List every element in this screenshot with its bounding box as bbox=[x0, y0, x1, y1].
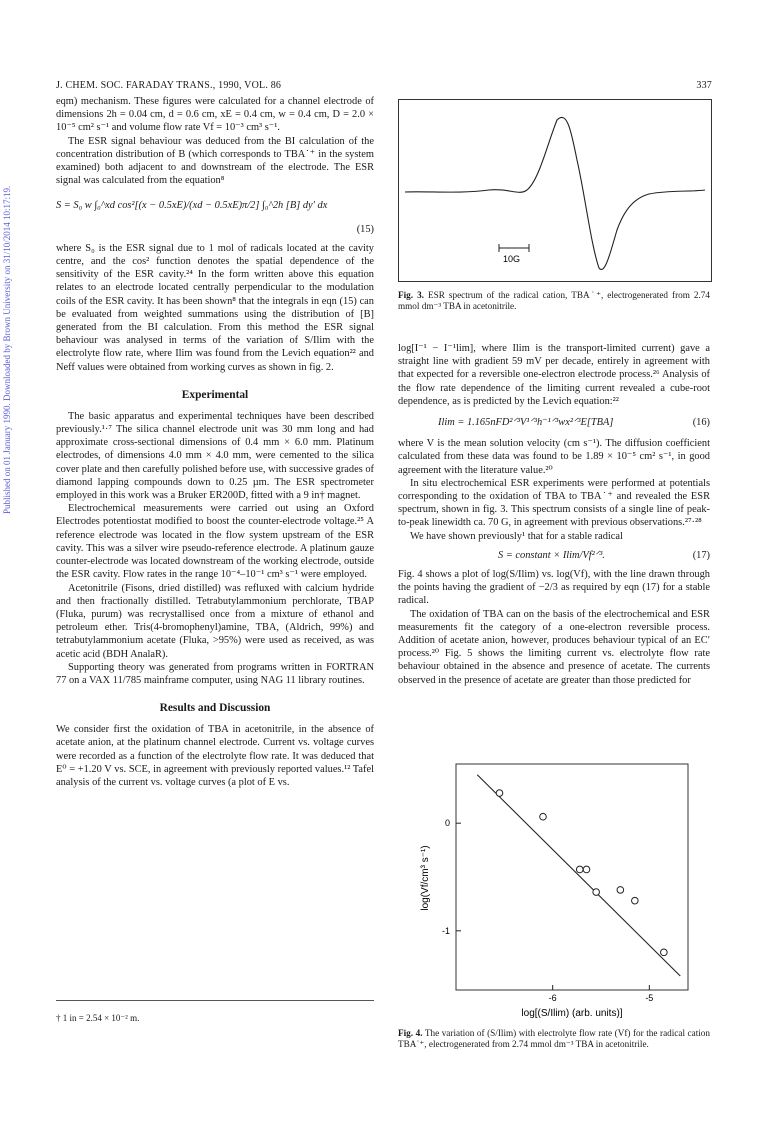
download-watermark: Published on 01 January 1990. Downloaded by Brown University on 31/10/2014 10:17:19. bbox=[2, 185, 12, 515]
figure-3-frame bbox=[398, 99, 712, 282]
equation-16 bbox=[438, 416, 710, 429]
equation-number: (15) bbox=[356, 223, 374, 235]
equation-text: S = constant × Ilim/Vf²ᐟ³. bbox=[498, 549, 605, 561]
equation-text: S = S₀ w ∫₀^xd cos²[(x − 0.5xE)/(xd − 0.5xE)π/2] ∫₀^2h [B] dy′ dx bbox=[56, 200, 328, 212]
equation-number: (16) bbox=[692, 417, 710, 429]
left-column bbox=[56, 95, 374, 789]
equation-number: (17) bbox=[692, 549, 710, 561]
paragraph: The basic apparatus and experimental techniques have been described previously.¹·⁷ The silica channel electrode unit was 30 mm long and had approximate cross-sectional dimensions of 0.4 mm × 6.0 mm. Platinum electrodes, of dimensions 4.0 mm × 4.0 mm, were cemented to the silica cover plate and then carefully polished before use, with successive grades of diamond lapping compounds down to 0.25 µm. The ESR spectrometer employed in this work was a Bruker ER200D, fitted with a 9 in† magnet. bbox=[56, 410, 374, 502]
paragraph: eqm) mechanism. These figures were calculated for a channel electrode of dimensions 2h = 0.04 cm, d = 0.6 cm, xE = 0.4 cm, w = 0.4 cm, D = 2.0 × 10⁻⁵ cm² s⁻¹ and volume flow rate Vf = 10⁻³ cm³ s⁻¹. bbox=[56, 96, 374, 134]
x-axis-label: log[(S/Ilim) (arb. units)] bbox=[521, 1008, 623, 1019]
caption-text: ESR spectrum of the radical cation, TBA˙⁺, electrogenerated from 2.74 mmol dm⁻³ TBA in acetonitrile. bbox=[398, 290, 710, 312]
paragraph: In situ electrochemical ESR experiments were performed at potentials corresponding to the oxidation of TBA to TBA˙⁺ and revealed the ESR spectrum, shown in fig. 3. This spectrum consists of a single line of peak-to-peak linewidth ca. 70 G, in agreement with previous observations.²⁷·²⁸ bbox=[398, 477, 710, 529]
section-heading-experimental: Experimental bbox=[181, 388, 249, 401]
data-point bbox=[496, 790, 503, 797]
page-number: 337 bbox=[696, 80, 712, 91]
paragraph: where V is the mean solution velocity (cm s⁻¹). The diffusion coefficient calculated from these data was found to be 1.89 × 10⁻⁵ cm² s⁻¹, in good agreement with the literature value.²⁰ bbox=[398, 438, 710, 476]
equation-17 bbox=[498, 549, 710, 562]
esr-trace bbox=[405, 117, 705, 269]
paragraph: where S₀ is the ESR signal due to 1 mol of radicals located at the cavity centre, and the cos² function denotes the spatial dependence of the sensitivity of the ESR cavity.²⁴ In the form written above this equation relates to an electrode located centrally perpendicular to the modulation coils of the ESR cavity. It has been shown⁸ that the integrals in eqn (15) can be evaluated from weighted summations using the distribution of [B] generated from the BI calculation. From this method the ESR signal behaviour was analysed in terms of the variation of S/Ilim with the electrolyte flow rate, where Ilim was found from the Levich equation²² and Neff values were obtained from working curves as shown in fig. 2. bbox=[56, 242, 374, 373]
data-point bbox=[661, 949, 668, 956]
paragraph: log[I⁻¹ − I⁻¹lim], where Ilim is the transport-limited current) gave a straight line with gradient 59 mV per decade, entirely in agreement with that expected for a reversible one-electron electrode process.²⁶ Analysis of the flow rate dependence of the limiting current revealed a cube-root dependence, as is predicted by the Levich equation:²² bbox=[398, 343, 710, 407]
data-point bbox=[632, 897, 639, 904]
paragraph: The oxidation of TBA can on the basis of the electrochemical and ESR measurements fit the category of a one-electron reversible process. Addition of acetate anion, however, produces behaviour typical of an EC′ process.²⁰ Fig. 5 shows the limiting current vs. electrolyte flow rate behaviour obtained in the absence and presence of acetate. The currents observed in the presence of acetate are greater than those predicted for bbox=[398, 608, 710, 686]
journal-title: J. CHEM. SOC. FARADAY TRANS., 1990, VOL. 86 bbox=[56, 80, 282, 91]
y-tick-label: -1 bbox=[441, 925, 450, 936]
caption-label: Fig. 4. bbox=[398, 1028, 423, 1038]
right-column bbox=[398, 342, 710, 687]
figure-4 bbox=[398, 760, 710, 1022]
fit-line bbox=[477, 775, 680, 976]
caption-label: Fig. 3. bbox=[398, 290, 424, 300]
equation-text: Ilim = 1.165nFD²ᐟ³V¹ᐟ³h⁻¹ᐟ³wx²ᐟ³E[TBA] bbox=[438, 417, 614, 429]
paragraph: Fig. 4 shows a plot of log(S/Ilim) vs. log(Vf), with the line drawn through the points having the gradient of −2/3 as required by eqn (17) for a stable radical. bbox=[398, 569, 710, 607]
figure-3-caption bbox=[398, 290, 710, 313]
scale-bar-label: 10G bbox=[503, 254, 521, 264]
data-point bbox=[593, 889, 600, 896]
data-point bbox=[576, 866, 583, 873]
paragraph: The ESR signal behaviour was deduced from the BI calculation of the concentration distribution of B (which corresponds to TBA˙⁺ in the system examined) both adjacent to and downstream of the electrode. The ESR signal was calculated from the equation⁸ bbox=[56, 135, 374, 187]
equation-15 bbox=[56, 199, 374, 212]
footnote: † 1 in = 2.54 × 10⁻² m. bbox=[56, 1013, 140, 1023]
section-heading-results: Results and Discussion bbox=[159, 702, 271, 715]
flow-rate-plot bbox=[398, 760, 710, 1022]
y-tick-label: 0 bbox=[444, 818, 450, 829]
y-axis-label: log(Vf/cm³ s⁻¹) bbox=[420, 845, 431, 911]
caption-text: The variation of (S/Ilim) with electrolyte flow rate (Vf) for the radical cation TBA˙⁺, electrogenerated from 2.74 mmol dm⁻³ TBA in acetonitrile. bbox=[398, 1028, 710, 1050]
paragraph: Supporting theory was generated from programs written in FORTRAN 77 on a VAX 11/785 mainframe computer, using NAG 11 library routines. bbox=[56, 661, 374, 686]
paragraph: We have shown previously¹ that for a stable radical bbox=[410, 530, 623, 542]
x-tick-label: -5 bbox=[645, 993, 654, 1003]
paragraph: Acetonitrile (Fisons, dried distilled) was refluxed with calcium hydride and then fractionally distilled. Tetrabutylammonium perchlorate, TBAP (Fluka, purum) was recrystallised once from a mixture of ethanol and petroleum ether. Tris(4-bromophenyl)amine, TBA, (Aldrich, 99%) and tetrabutylammonium acetate (Fluka, >95%) were used as received, as was acetic acid (BDH AnalaR). bbox=[56, 582, 374, 660]
running-header bbox=[56, 79, 712, 92]
data-point bbox=[617, 887, 624, 894]
plot-frame bbox=[456, 764, 688, 990]
esr-spectrum bbox=[399, 100, 711, 281]
paragraph: We consider first the oxidation of TBA in acetonitrile, in the absence of acetate anion, at the platinum channel electrode. Current vs. voltage curves were recorded as a function of the electrolyte flow rate. It was deduced that E⁰ = +1.20 V vs. SCE, in agreement with previously reported values.¹² Tafel analysis of the current vs. voltage curves (a plot of E vs. bbox=[56, 724, 374, 788]
data-point bbox=[540, 813, 547, 820]
data-point bbox=[583, 866, 590, 873]
x-tick-label: -6 bbox=[548, 993, 557, 1003]
paragraph: Electrochemical measurements were carried out using an Oxford Electrodes potentiostat modified to boost the counter-electrode voltage.²⁵ A reference electrode was located in the flow system upstream of the ESR cavity. This was a silver wire pseudo-reference electrode. A platinum gauze counter-electrode was located downstream of the working electrode, outside the ESR cavity. Flow rates in the range 10⁻⁴–10⁻¹ cm³ s⁻¹ were employed. bbox=[56, 503, 374, 581]
footnote-rule bbox=[56, 1000, 374, 1001]
figure-4-caption bbox=[398, 1028, 710, 1051]
